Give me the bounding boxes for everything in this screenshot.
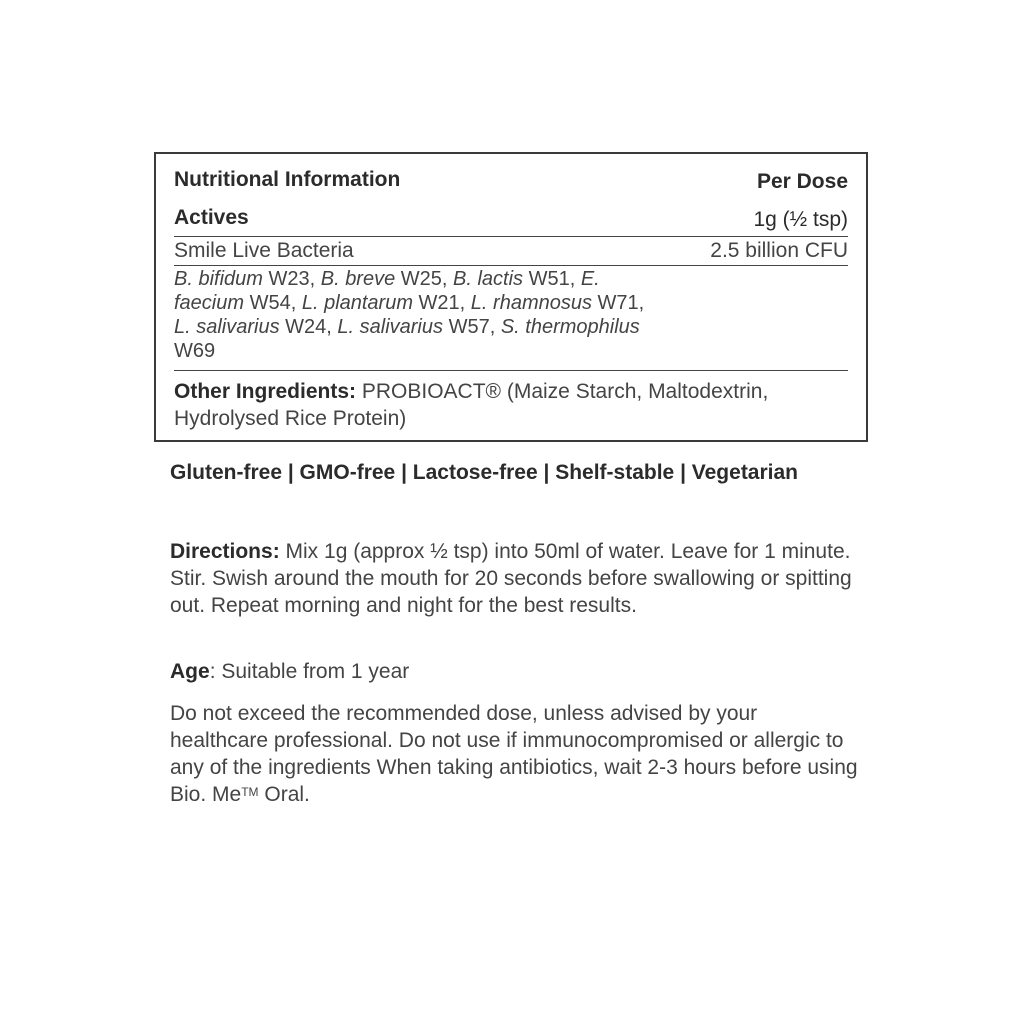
strain-name: L. salivarius [174, 316, 280, 338]
strain-code: W24, [279, 316, 338, 338]
strain-code: W54, [244, 292, 302, 314]
strain-name: B. breve [320, 268, 396, 290]
strain-code: W21, [413, 292, 471, 314]
other-ingredients-value: PROBIOACT® (Maize Starch, Maltodextrin, Hydrolysed Rice Protein) [174, 380, 769, 430]
strain-code: W23, [262, 268, 321, 290]
strain-list [174, 267, 654, 363]
other-ingredients [174, 378, 774, 432]
strain-code: W51, [523, 268, 581, 290]
bacteria-row [174, 239, 848, 265]
trademark-mark: TM [241, 785, 259, 799]
strain-code: W69 [174, 340, 216, 362]
bacteria-label: Smile Live Bacteria [174, 239, 354, 262]
nutrition-panel [154, 152, 868, 442]
warning-text: Do not exceed the recommended dose, unless advised by your healthcare professional. Do not use if immunocompromised or allergic to any of the ingredients When taking antibiotics, wait 2-3 hours before using Bio. Me [170, 702, 858, 806]
actives-dose: 1g (½ tsp) [753, 208, 848, 231]
panel-header [174, 168, 848, 198]
strain-code: W57, [443, 316, 501, 338]
directions [170, 538, 860, 619]
directions-label: Directions: [170, 540, 280, 563]
divider [174, 236, 848, 237]
strain-name: L. plantarum [301, 292, 413, 314]
divider [174, 370, 848, 371]
strain-name: S. thermophilus [500, 316, 640, 338]
warning-suffix: Oral. [258, 783, 310, 806]
actives-label: Actives [174, 206, 249, 229]
strain-name: B. lactis [453, 268, 524, 290]
divider [174, 265, 848, 266]
nutrition-title: Nutritional Information [174, 168, 401, 191]
strain-name: E. faecium [174, 268, 600, 314]
age-label: Age [170, 660, 210, 683]
age-text: : Suitable from 1 year [209, 660, 410, 683]
strain-name: L. salivarius [337, 316, 444, 338]
per-dose-heading: Per Dose [756, 170, 848, 193]
dietary-claims: Gluten-free | GMO-free | Lactose-free | Shelf-stable | Vegetarian [170, 461, 799, 484]
strain-name: L. rhamnosus [470, 292, 592, 314]
other-ingredients-label: Other Ingredients: [174, 380, 357, 403]
strain-name: B. bifidum [174, 268, 263, 290]
actives-row [174, 206, 848, 232]
strain-code: W71, [591, 292, 645, 314]
bacteria-value: 2.5 billion CFU [710, 239, 848, 262]
warning [170, 700, 860, 808]
age [170, 658, 860, 685]
strain-code: W25, [395, 268, 454, 290]
directions-text: Mix 1g (approx ½ tsp) into 50ml of water. Leave for 1 minute. Stir. Swish around the mouth for 20 seconds before swallowing or spitting out. Repeat morning and night for the best results. [170, 540, 852, 617]
